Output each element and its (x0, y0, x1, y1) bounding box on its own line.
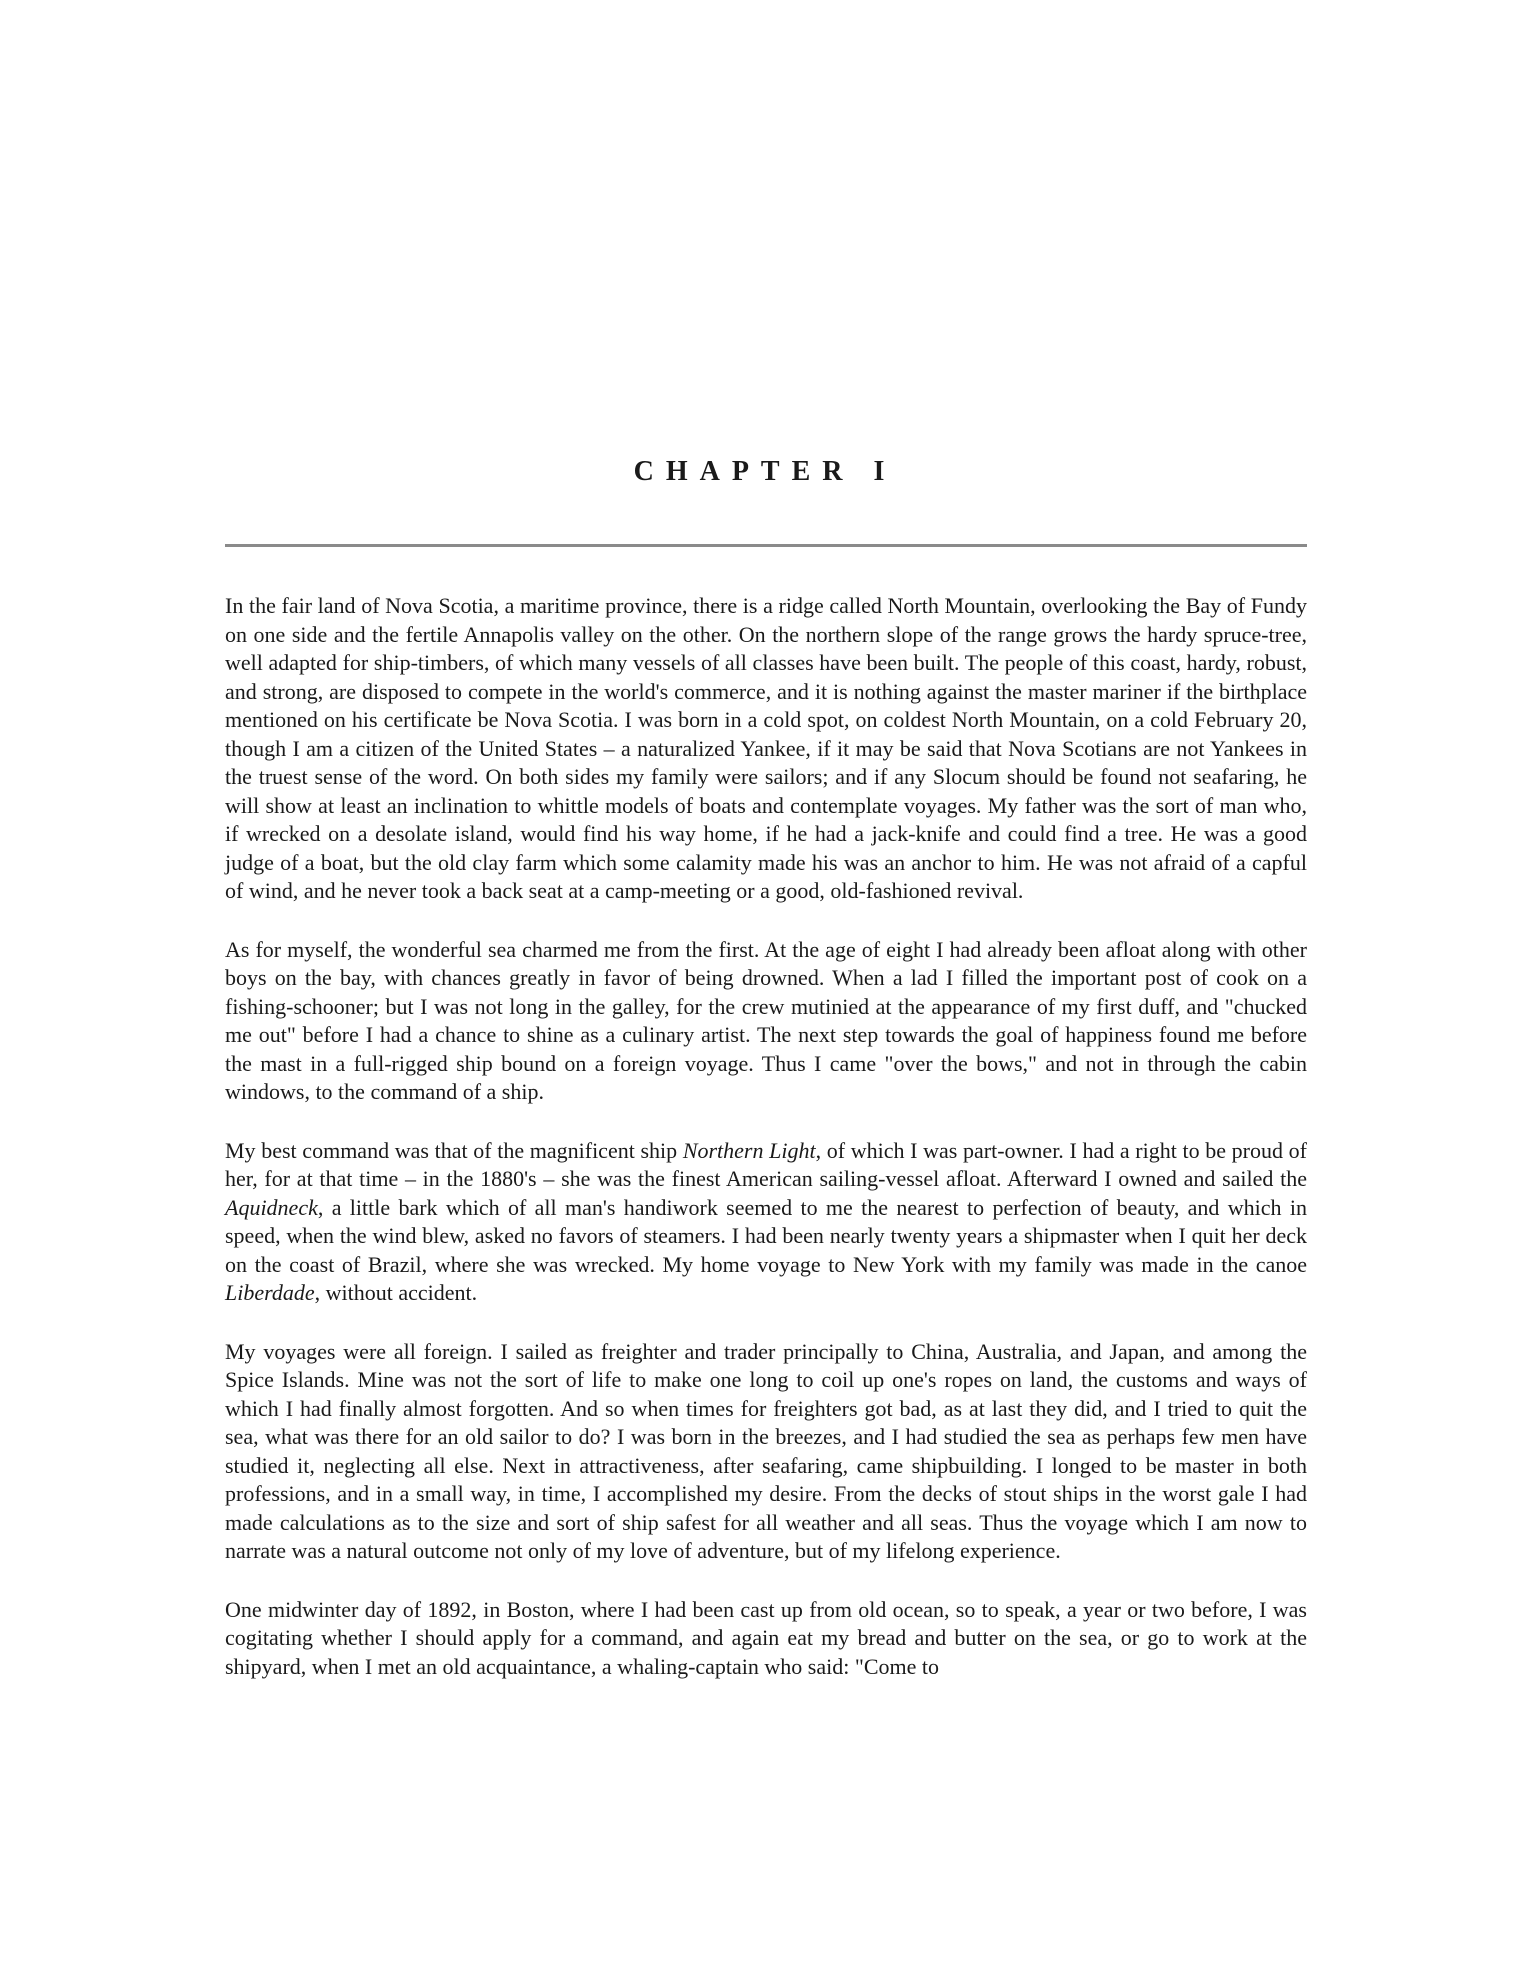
chapter-body (225, 592, 1307, 1711)
italic-text: Liberdade (225, 1280, 315, 1305)
text-segment: One midwinter day of 1892, in Boston, where I had been cast up from old ocean, so to speak, a year or two before, I was cogitating whether I should apply for a command, and again eat my bread and butter on the sea, or go to work at the shipyard, when I met an old acquaintance, a whaling-captain who said: "Come to (225, 1596, 1307, 1679)
paragraph-5 (225, 1596, 1307, 1682)
text-segment: , of which I was part-owner. I had a right to be proud of her, for at that time – in the 1880's – she was the finest American sailing-vessel afloat. Afterward I owned and sailed the (225, 1137, 1307, 1191)
chapter-title: CHAPTER I (633, 456, 897, 487)
paragraph-4 (225, 1338, 1307, 1566)
text-segment: , a little bark which of all man's handiwork seemed to me the nearest to perfection of beauty, and which in speed, when the wind blew, asked no favors of steamers. I had been nearly twenty years a shipmaster when I quit her deck on the coast of Brazil, where she was wrecked. My home voyage to New York with my family was made in the canoe (225, 1194, 1307, 1277)
text-segment: My voyages were all foreign. I sailed as freighter and trader principally to China, Australia, and Japan, and among the Spice Islands. Mine was not the sort of life to make one long to coil up one's ropes on land, the customs and ways of which I had finally almost forgotten. And so when times for freighters got bad, as at last they did, and I tried to quit the sea, what was there for an old sailor to do? I was born in the breezes, and I had studied the sea as perhaps few men have studied it, neglecting all else. Next in attractiveness, after seafaring, came shipbuilding. I longed to be master in both professions, and in a small way, in time, I accomplished my desire. From the decks of stout ships in the worst gale I had made calculations as to the size and sort of ship safest for all weather and all seas. Thus the voyage which I am now to narrate was a natural outcome not only of my love of adventure, but of my lifelong experience. (225, 1338, 1307, 1563)
text-segment: In the fair land of Nova Scotia, a maritime province, there is a ridge called North Mountain, overlooking the Bay of Fundy on one side and the fertile Annapolis valley on the other. On the northern slope of the range grows the hardy spruce-tree, well adapted for ship-timbers, of which many vessels of all classes have been built. The people of this coast, hardy, robust, and strong, are disposed to compete in the world's commerce, and it is nothing against the master mariner if the birthplace mentioned on his certificate be Nova Scotia. I was born in a cold spot, on coldest North Mountain, on a cold February 20, though I am a citizen of the United States – a naturalized Yankee, if it may be said that Nova Scotians are not Yankees in the truest sense of the word. On both sides my family were sailors; and if any Slocum should be found not seafaring, he will show at least an inclination to whittle models of boats and contemplate voyages. My father was the sort of man who, if wrecked on a desolate island, would find his way home, if he had a jack-knife and could find a tree. He was a good judge of a boat, but the old clay farm which some calamity made his was an anchor to him. He was not afraid of a capful of wind, and he never took a back seat at a camp-meeting or a good, old-fashioned revival. (225, 593, 1307, 903)
text-segment: My best command was that of the magnificent ship (225, 1137, 683, 1163)
text-segment: , without accident. (314, 1280, 478, 1305)
paragraph-2 (225, 936, 1307, 1107)
paragraph-1 (225, 592, 1307, 906)
paragraph-3 (225, 1137, 1307, 1308)
italic-text: Northern Light (682, 1137, 816, 1163)
italic-text: Aquidneck (225, 1194, 318, 1220)
text-segment: As for myself, the wonderful sea charmed me from the first. At the age of eight I had already been afloat along with other boys on the bay, with chances greatly in favor of being drowned. When a lad I filled the important post of cook on a fishing-schooner; but I was not long in the galley, for the crew mutinied at the appearance of my first duff, and "chucked me out" before I had a chance to shine as a culinary artist. The next step towards the goal of happiness found me before the mast in a full-rigged ship bound on a foreign voyage. Thus I came "over the bows," and not in through the cabin windows, to the command of a ship. (225, 936, 1307, 1104)
chapter-divider (225, 544, 1307, 547)
